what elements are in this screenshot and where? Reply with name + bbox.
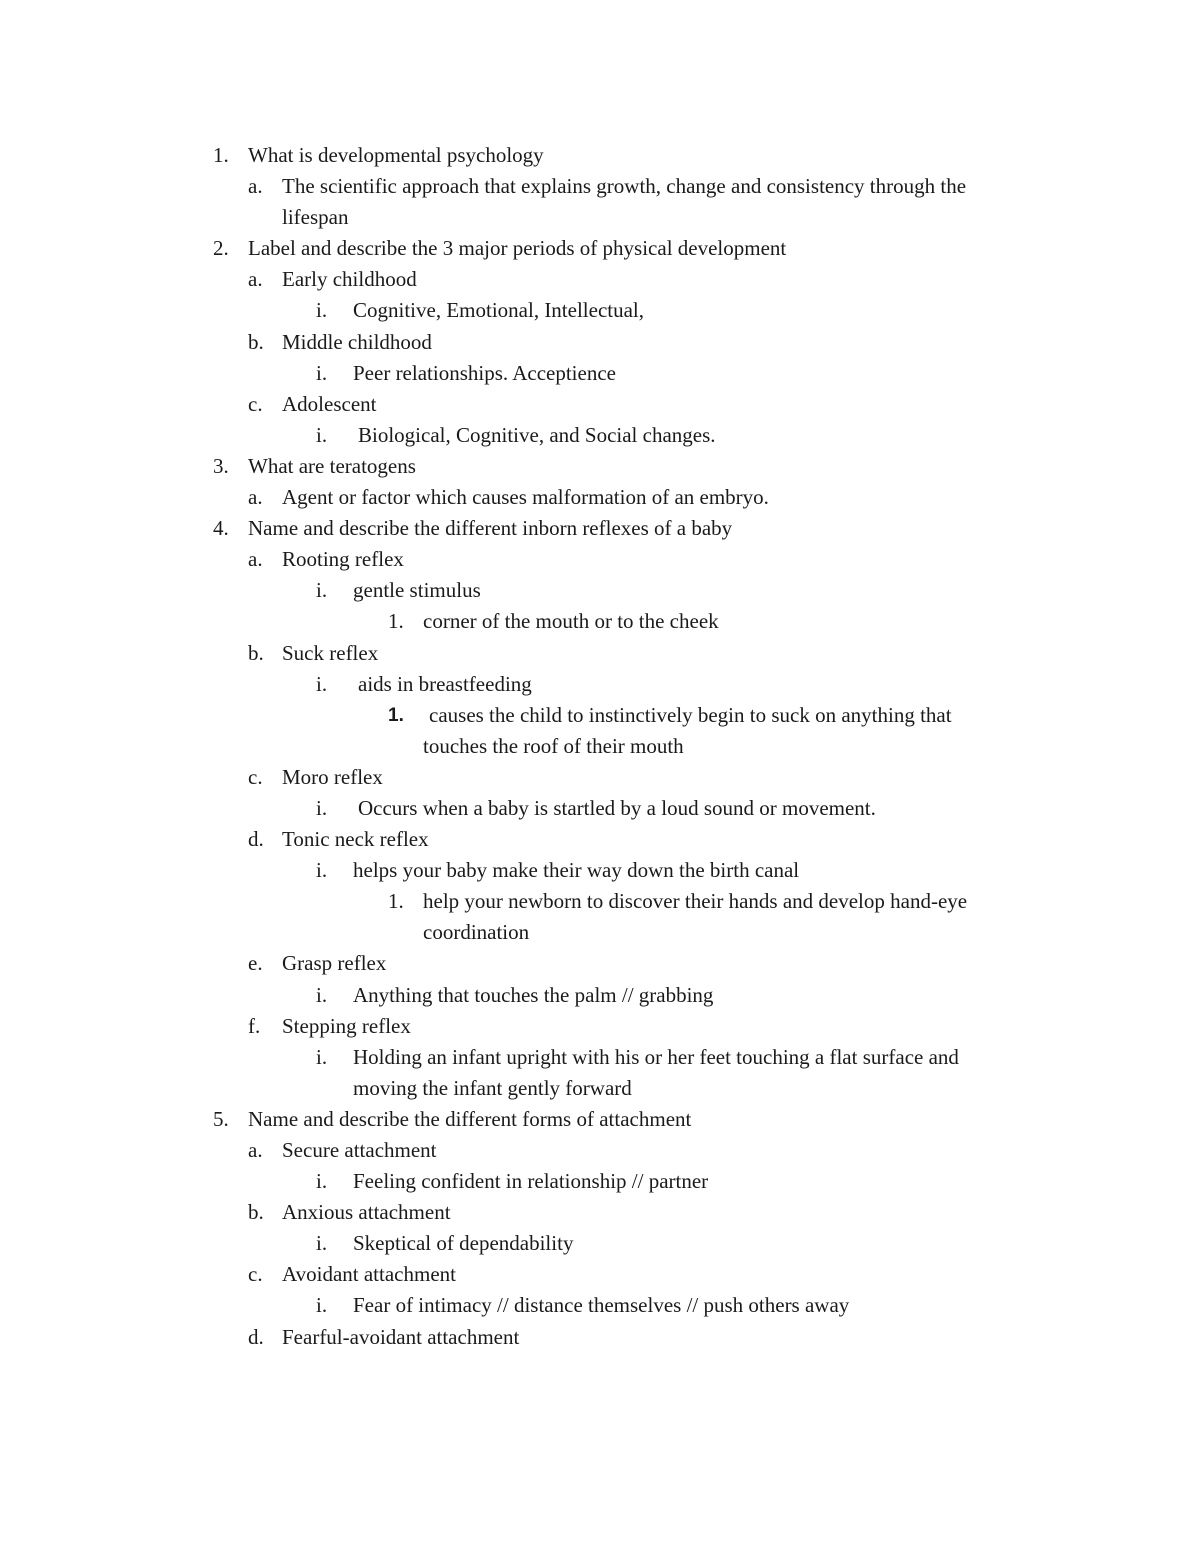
question-4 [0, 513, 1200, 544]
list-marker: 3. [213, 453, 229, 478]
answer-text: Avoidant attachment [282, 1262, 456, 1287]
list-marker: c. [248, 1262, 263, 1287]
detail-text: coordination [423, 920, 530, 945]
question-2 [0, 233, 1200, 264]
answer-item [0, 1135, 1200, 1166]
list-marker: c. [248, 764, 263, 789]
list-marker: i. [316, 1044, 328, 1069]
sub-item [0, 420, 1200, 451]
sub-item [0, 295, 1200, 326]
list-marker: i. [316, 858, 328, 883]
sub-item-text: aids in breastfeeding [358, 671, 532, 696]
answer-item [0, 482, 1200, 513]
answer-item [0, 171, 1200, 202]
sub-item [0, 1166, 1200, 1197]
question-text: What is developmental psychology [248, 143, 544, 167]
question-text: Name and describe the different inborn reflexes of a baby [248, 516, 733, 541]
list-marker: e. [248, 951, 263, 976]
list-marker: i. [316, 982, 328, 1007]
sub-item-text: Occurs when a baby is startled by a loud sound or movement. [358, 795, 876, 820]
sub-item [0, 358, 1200, 389]
question-1 [0, 140, 1200, 171]
list-marker: 2. [213, 236, 229, 261]
list-marker: 5. [213, 1106, 229, 1131]
list-marker: b. [248, 1200, 264, 1225]
question-text: Label and describe the 3 major periods of physical development [248, 236, 787, 261]
sub-item-text: Fear of intimacy // distance themselves // push others away [353, 1293, 850, 1318]
answer-text: Stepping reflex [282, 1013, 411, 1038]
detail-item [0, 700, 1200, 731]
detail-item-continuation [0, 731, 1200, 762]
answer-item [0, 824, 1200, 855]
sub-item-text: gentle stimulus [353, 578, 481, 603]
list-marker: i. [316, 1169, 328, 1194]
list-marker: i. [316, 1231, 328, 1256]
answer-text: Grasp reflex [282, 951, 387, 976]
answer-item [0, 948, 1200, 979]
answer-text: lifespan [282, 205, 349, 230]
detail-text: causes the child to instinctively begin to suck on anything that [429, 702, 952, 727]
list-marker: i. [316, 671, 328, 696]
sub-item [0, 980, 1200, 1011]
question-text: What are teratogens [248, 453, 416, 478]
list-marker: d. [248, 1324, 264, 1349]
answer-item [0, 1259, 1200, 1290]
list-marker: 1. [213, 143, 229, 167]
sub-item-continuation [0, 1073, 1200, 1104]
sub-item [0, 669, 1200, 700]
answer-text: Suck reflex [282, 640, 379, 665]
detail-text: help your newborn to discover their hands and develop hand-eye [423, 889, 968, 914]
answer-text: Middle childhood [282, 329, 432, 354]
sub-item [0, 1042, 1200, 1073]
list-marker: i. [316, 795, 328, 820]
list-marker: i. [316, 298, 328, 323]
sub-item-text: Feeling confident in relationship // partner [353, 1169, 709, 1194]
list-marker: 1. [388, 609, 404, 634]
list-marker: 1. [388, 704, 404, 726]
sub-item [0, 793, 1200, 824]
answer-item [0, 1197, 1200, 1228]
answer-text: Fearful-avoidant attachment [282, 1324, 520, 1349]
answer-item [0, 1322, 1200, 1353]
answer-item [0, 1011, 1200, 1042]
list-marker: a. [248, 267, 263, 292]
sub-item [0, 575, 1200, 606]
detail-text: touches the roof of their mouth [423, 733, 684, 758]
answer-item [0, 638, 1200, 669]
question-3 [0, 451, 1200, 482]
answer-text: Tonic neck reflex [282, 827, 429, 852]
detail-text: corner of the mouth or to the cheek [423, 609, 719, 634]
sub-item-text: Skeptical of dependability [353, 1231, 574, 1256]
outline-list [0, 140, 1200, 1353]
answer-text: Agent or factor which causes malformation of an embryo. [282, 485, 769, 510]
answer-item [0, 327, 1200, 358]
answer-item-continuation [0, 202, 1200, 233]
list-marker: 1. [388, 889, 404, 914]
list-marker: a. [248, 1138, 263, 1162]
list-marker: f. [248, 1013, 261, 1038]
answer-item [0, 544, 1200, 575]
list-marker: i. [316, 578, 328, 603]
answer-text: Moro reflex [282, 764, 383, 789]
sub-item-text: Anything that touches the palm // grabbing [353, 982, 714, 1007]
list-marker: b. [248, 640, 264, 665]
sub-item-text: Holding an infant upright with his or her feet touching a flat surface and [353, 1044, 959, 1069]
answer-text: Adolescent [282, 391, 377, 416]
sub-item-text: helps your baby make their way down the birth canal [353, 858, 800, 883]
list-marker: a. [248, 485, 263, 510]
list-marker: b. [248, 329, 264, 354]
answer-item [0, 264, 1200, 295]
sub-item-text: moving the infant gently forward [353, 1075, 632, 1100]
list-marker: i. [316, 1293, 328, 1318]
question-5 [0, 1104, 1200, 1135]
list-marker: a. [248, 174, 263, 199]
sub-item-text: Biological, Cognitive, and Social changes. [358, 422, 716, 447]
question-text: Name and describe the different forms of attachment [248, 1106, 692, 1131]
sub-item [0, 1290, 1200, 1321]
answer-text: The scientific approach that explains growth, change and consistency through the [282, 174, 967, 199]
answer-text: Early childhood [282, 267, 417, 292]
sub-item-text: Cognitive, Emotional, Intellectual, [353, 298, 645, 323]
sub-item [0, 1228, 1200, 1259]
list-marker: i. [316, 360, 328, 385]
answer-text: Rooting reflex [282, 547, 404, 572]
answer-text: Secure attachment [282, 1138, 437, 1162]
sub-item [0, 855, 1200, 886]
list-marker: a. [248, 547, 263, 572]
detail-item [0, 886, 1200, 917]
list-marker: d. [248, 827, 264, 852]
detail-item-continuation [0, 917, 1200, 948]
answer-item [0, 762, 1200, 793]
sub-item-text: Peer relationships. Acceptience [353, 360, 616, 385]
list-marker: i. [316, 422, 328, 447]
answer-item [0, 389, 1200, 420]
answer-text: Anxious attachment [282, 1200, 451, 1225]
list-marker: c. [248, 391, 263, 416]
list-marker: 4. [213, 516, 229, 541]
detail-item [0, 606, 1200, 637]
